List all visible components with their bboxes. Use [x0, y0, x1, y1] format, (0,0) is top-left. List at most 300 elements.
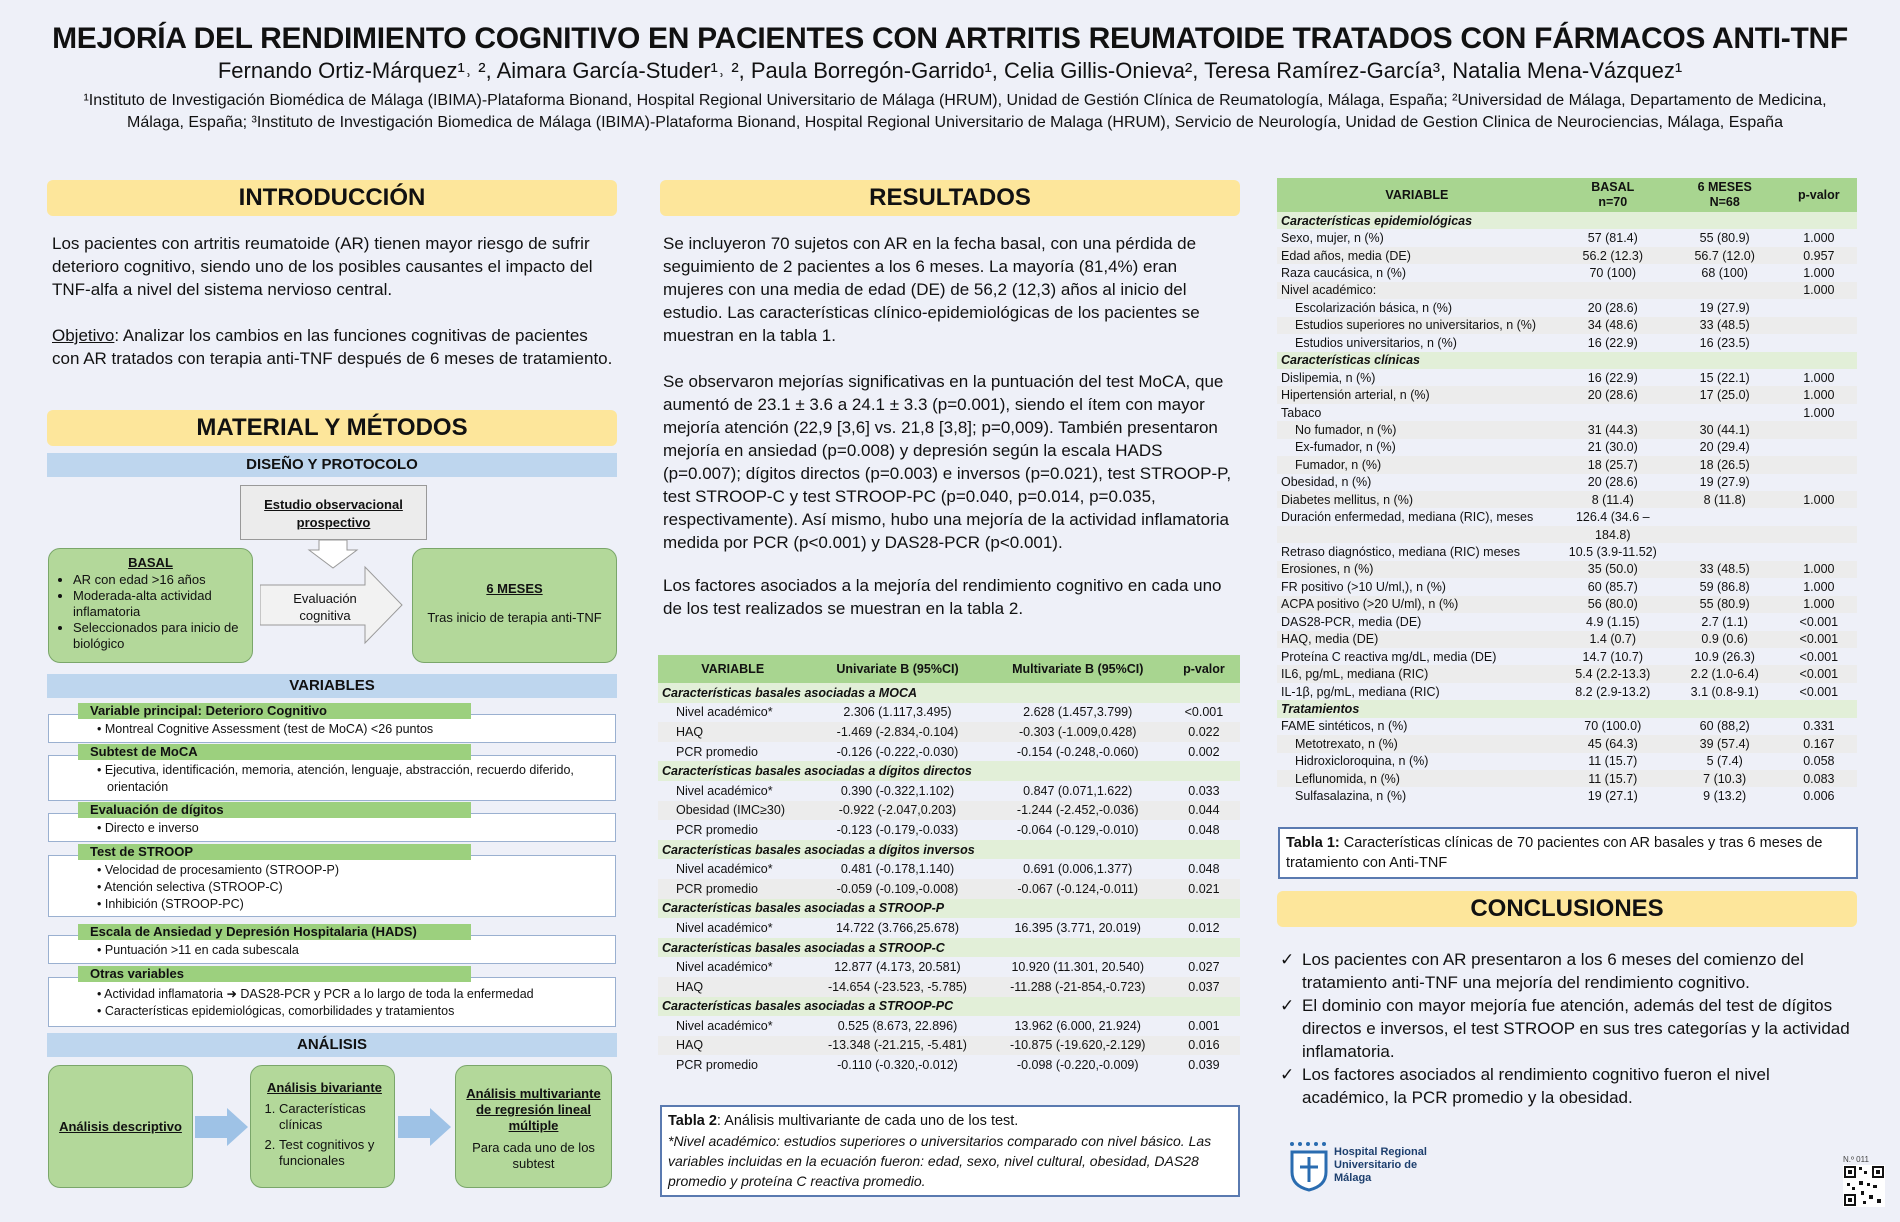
table-cell: 56.2 (12.3)	[1557, 247, 1669, 264]
table-row	[1277, 578, 1857, 595]
table-cell: 14.7 (10.7)	[1582, 649, 1643, 664]
table-header-cell: 6 MESES N=68	[1669, 178, 1781, 212]
conclusions-heading: CONCLUSIONES	[1277, 891, 1857, 927]
table-cell: 0.525 (8.673, 22.896)	[837, 1018, 958, 1033]
table-category-cell: Características basales asociadas a STROOP-PC	[658, 997, 1240, 1017]
table-cell: 60 (85.7)	[1587, 579, 1638, 594]
table-cell	[1781, 543, 1857, 560]
table-row	[1277, 317, 1857, 334]
evaluation-label: Evaluación cognitiva	[293, 591, 357, 623]
table-row	[658, 801, 1240, 821]
table-cell: 18 (26.5)	[1669, 456, 1781, 473]
table-cell: 10.920 (11.301, 20.540)	[1011, 960, 1144, 975]
table-row	[1277, 508, 1857, 525]
basal-box: BASAL • AR con edad >16 años • Moderada-alta actividad inflamatoria • Seleccionados para inicio de biológico	[48, 548, 253, 663]
table-cell: HAQ	[658, 977, 807, 997]
table-cell: Erosiones, n (%)	[1277, 561, 1557, 578]
var-box-other: • Actividad inflamatoria ➜ DAS28-PCR y PCR a lo largo de toda la enfermedad • Características epidemiológicas, comorbilidades y tratamientos	[48, 977, 616, 1027]
analysis-arrow-icon-1	[195, 1108, 250, 1146]
table-cell: -13.348 (-21.215, -5.481)	[807, 1036, 987, 1056]
table-cell: Metotrexato, n (%)	[1277, 735, 1557, 752]
table-cell: 126.4 (34.6 –	[1575, 510, 1650, 525]
table-cell	[1781, 526, 1857, 543]
table-cell	[1781, 508, 1857, 525]
table-row	[1277, 683, 1857, 700]
table-cell: 4.9 (1.15)	[1586, 614, 1640, 629]
table-row	[658, 859, 1240, 879]
table-cell	[1557, 404, 1669, 421]
table-row	[658, 742, 1240, 762]
table-row	[658, 1055, 1240, 1075]
table-row	[1277, 718, 1857, 735]
table-cell: -1.244 (-2.452,-0.036)	[988, 801, 1168, 821]
table-row	[1277, 631, 1857, 648]
table-cell: 0.044	[1168, 801, 1240, 821]
table-cell: Dislipemia, n (%)	[1281, 370, 1376, 385]
table-cell: 39 (57.4)	[1669, 735, 1781, 752]
table-category-cell: Características basales asociadas a dígitos inversos	[658, 840, 1240, 860]
table-row	[658, 703, 1240, 723]
table-row	[658, 820, 1240, 840]
table-cell: 0.039	[1188, 1058, 1220, 1073]
results-p3: Los factores asociados a la mejoría del rendimiento cognitivo en cada uno de los test realizados se muestran en la tabla 2.	[663, 576, 1222, 618]
analysis-descriptive: Análisis descriptivo	[48, 1065, 193, 1188]
var-box-stroop: • Velocidad de procesamiento (STROOP-P) • Atención selectiva (STROOP-C) • Inhibición (STROOP-PC)	[48, 855, 616, 917]
table-category-cell: Características clínicas	[1277, 352, 1857, 369]
table-row	[1277, 264, 1857, 281]
design-heading: DISEÑO Y PROTOCOLO	[47, 453, 617, 477]
table-cell: 19 (27.1)	[1587, 789, 1638, 804]
table-cell: 14.722 (3.766,25.678)	[835, 920, 959, 935]
table-row	[658, 938, 1240, 958]
table-cell: 1.000	[1803, 579, 1835, 594]
table-cell: 55 (80.9)	[1699, 231, 1750, 246]
table-cell: Nivel académico:	[1277, 282, 1557, 299]
table-cell: -10.875 (-19.620,-2.129)	[988, 1036, 1168, 1056]
hospital-logo-icon	[1288, 1140, 1330, 1192]
table-header-cell: p-valor	[1781, 178, 1857, 212]
var-box-digits: • Directo e inverso	[48, 813, 616, 842]
var-title-other: Otras variables	[78, 966, 471, 982]
table-cell: 0.048	[1188, 822, 1220, 837]
var-box-moca: • Ejecutiva, identificación, memoria, atención, lenguaje, abstracción, recuerdo diferido, orientación	[48, 755, 616, 801]
table-cell: 0.002	[1188, 744, 1220, 759]
table-cell	[1781, 299, 1857, 316]
table-cell: PCR promedio	[676, 744, 758, 759]
table-row	[1277, 299, 1857, 316]
table-cell: 0.021	[1168, 879, 1240, 899]
var-title-moca: Subtest de MoCA	[78, 744, 471, 760]
table-cell	[1277, 526, 1557, 543]
table-category-cell: Características basales asociadas a MOCA	[658, 683, 1240, 703]
table-cell: Sexo, mujer, n (%)	[1281, 231, 1384, 246]
table-cell: Diabetes mellitus, n (%)	[1277, 491, 1557, 508]
table-cell: -1.469 (-2.834,-0.104)	[807, 722, 987, 742]
table-cell: 70 (100)	[1589, 266, 1637, 281]
table-row	[1277, 561, 1857, 578]
table-row	[1277, 665, 1857, 682]
table-cell: 16 (22.9)	[1587, 370, 1638, 385]
table-cell	[1781, 421, 1857, 438]
table-cell: 11 (15.7)	[1588, 754, 1638, 769]
analysis-heading: ANÁLISIS	[47, 1033, 617, 1057]
table-cell: 11 (15.7)	[1557, 770, 1669, 787]
table-row	[1277, 753, 1857, 770]
table-cell: Retraso diagnóstico, mediana (RIC) meses	[1281, 545, 1520, 560]
table-cell: ACPA positivo (>20 U/ml), n (%)	[1277, 596, 1557, 613]
table-cell: 21 (30.0)	[1587, 440, 1638, 455]
table-category-cell: Características basales asociadas a STROOP-C	[658, 938, 1240, 958]
table-header-cell: VARIABLE	[658, 655, 807, 683]
table-cell: 0.9 (0.6)	[1669, 631, 1781, 648]
table-cell: 20 (28.6)	[1587, 300, 1638, 315]
intro-text: Los pacientes con artritis reumatoide (AR) tienen mayor riesgo de sufrir deterioro cognitivo, siendo uno de los posibles causantes el impacto del TNF-alfa a nivel del sistema nervioso central.	[52, 234, 593, 299]
table-row	[658, 840, 1240, 860]
table-cell: 31 (44.3)	[1557, 421, 1669, 438]
table-cell: 0.037	[1168, 977, 1240, 997]
table-header-cell: Multivariate B (95%CI)	[988, 655, 1168, 683]
table-cell: Estudios superiores no universitarios, n (%)	[1277, 317, 1557, 334]
table-cell: 5.4 (2.2-13.3)	[1557, 665, 1669, 682]
var-title-digits: Evaluación de dígitos	[78, 802, 471, 818]
table-cell: 35 (50.0)	[1557, 561, 1669, 578]
table-cell: -14.654 (-23.523, -5.785)	[807, 977, 987, 997]
table-header-cell: BASAL n=70	[1557, 178, 1669, 212]
table-cell: 1.000	[1781, 561, 1857, 578]
table-1-caption: Tabla 1: Características clínicas de 70 pacientes con AR basales y tras 6 meses de tratamiento con Anti-TNF	[1278, 827, 1858, 879]
table-cell: IL6, pg/mL, mediana (RIC)	[1277, 665, 1557, 682]
var-title-stroop: Test de STROOP	[78, 844, 471, 860]
table-cell: Nivel académico*	[676, 705, 773, 720]
table-1	[1277, 178, 1857, 805]
table-cell: Hidroxicloroquina, n (%)	[1295, 754, 1429, 769]
table-cell: 8.2 (2.9-13.2)	[1575, 684, 1651, 699]
table-cell: 19 (27.9)	[1699, 475, 1750, 490]
table-cell: 0.390 (-0.322,1.102)	[840, 783, 955, 798]
variables-heading: VARIABLES	[47, 674, 617, 698]
table-row	[658, 1016, 1240, 1036]
table-cell: PCR promedio	[676, 1058, 758, 1073]
table-cell: -0.123 (-0.179,-0.033)	[836, 822, 959, 837]
table-cell: Nivel académico*	[676, 862, 773, 877]
table-cell: Duración enfermedad, mediana (RIC), meses	[1281, 510, 1534, 525]
table-cell: Fumador, n (%)	[1277, 456, 1557, 473]
study-type: Estudio observacional prospectivo	[240, 485, 427, 540]
table-category-cell: Características basales asociadas a dígitos directos	[658, 761, 1240, 781]
table-cell: 1.000	[1803, 231, 1835, 246]
table-row	[658, 683, 1240, 703]
poster-number: N.º 011	[1843, 1155, 1869, 1164]
results-p1: Se incluyeron 70 sujetos con AR en la fecha basal, con una pérdida de seguimiento de 2 pacientes a los 6 meses. La mayoría (81,4%) eran mujeres con una media de edad (DE) de 56,2 (12,3) años al inicio del estudio. Las características clínico-epidemiológicas de los pacientes se muestran en la tabla 1.	[663, 234, 1200, 345]
basal-list: • AR con edad >16 años • Moderada-alta actividad inflamatoria • Seleccionados para inicio de biológico	[57, 572, 244, 652]
table-cell: 0.167	[1781, 735, 1857, 752]
table-cell: 60 (88,2)	[1699, 719, 1750, 734]
table-cell: HAQ	[658, 1036, 807, 1056]
table-row	[658, 957, 1240, 977]
table-cell: Escolarización básica, n (%)	[1295, 300, 1453, 315]
table-cell: Edad años, media (DE)	[1277, 247, 1557, 264]
table-cell	[1781, 439, 1857, 456]
table-row	[1277, 526, 1857, 543]
table-cell: -0.067 (-0.124,-0.011)	[988, 879, 1168, 899]
table-cell: 16 (22.9)	[1587, 335, 1638, 350]
table-cell	[1781, 334, 1857, 351]
table-cell	[1669, 526, 1781, 543]
table-cell: 0.481 (-0.178,1.140)	[840, 862, 955, 877]
authors: Fernando Ortiz-Márquez¹˒ ², Aimara García-Studer¹˒ ², Paula Borregón-Garrido¹, Celia Gillis-Onieva², Teresa Ramírez-García³, Natalia Mena-Vázquez¹	[217, 58, 1683, 83]
table-category-cell: Características basales asociadas a STROOP-P	[658, 899, 1240, 919]
table-cell: 0.048	[1188, 862, 1220, 877]
table-cell: PCR promedio	[676, 822, 758, 837]
table-row	[658, 879, 1240, 899]
table-cell: 20 (28.6)	[1587, 475, 1638, 490]
table-row	[1277, 282, 1857, 299]
table-cell: Proteína C reactiva mg/dL, media (DE)	[1281, 649, 1497, 664]
affiliations: ¹Instituto de Investigación Biomédica de Málaga (IBIMA)-Plataforma Bionand, Hospital Regional Universitario de Málaga (HRUM), Unidad de Gestión Clínica de Reumatología, Málaga, España; ²Universidad de Málaga, Departamento de Medicina, Málaga, España; ³Instituto de Investigación Biomedica de Málaga (IBIMA)-Plataforma Bionand, Hospital Regional Universitario de Malaga (HRUM), Servicio de Neurología, Unidad de Gestion Clinica de Neurociencias, Málaga, España	[83, 92, 1827, 131]
table-cell: FAME sintéticos, n (%)	[1281, 719, 1408, 734]
table-cell: 9 (13.2)	[1703, 789, 1747, 804]
table-2-caption: Tabla 2: Análisis multivariante de cada uno de los test. *Nivel académico: estudios superiores o universitarios comparado con nivel básico. Las variables incluidas en la ecuación fueron: edad, sexo, nivel cultural, obesidad, DAS28 promedio y proteína C reactiva promedio.	[660, 1105, 1240, 1197]
table-row	[658, 977, 1240, 997]
table-cell: 0.691 (0.006,1.377)	[1023, 862, 1133, 877]
table-cell: 8 (11.8)	[1669, 491, 1781, 508]
analysis-multivariate: Análisis multivariante de regresión lineal múltiple Para cada uno de los subtest	[455, 1065, 612, 1188]
table-cell: PCR promedio	[658, 879, 807, 899]
table-row	[1277, 491, 1857, 508]
table-row	[1277, 787, 1857, 804]
objective-label: Objetivo	[52, 326, 115, 345]
table-cell: 1.4 (0.7)	[1557, 631, 1669, 648]
analysis-bivariate: Análisis bivariante 1. Características clínicas 2. Test cognitivos y funcionales	[250, 1065, 395, 1188]
table-row	[1277, 613, 1857, 630]
table-cell: <0.001	[1799, 684, 1839, 699]
table-row	[1277, 229, 1857, 246]
var-title-hads: Escala de Ansiedad y Depresión Hospitalaria (HADS)	[78, 924, 471, 940]
table-cell: DAS28-PCR, media (DE)	[1281, 614, 1422, 629]
table-cell: 33 (48.5)	[1669, 561, 1781, 578]
table-cell: Nivel académico*	[676, 783, 773, 798]
table-cell	[1781, 456, 1857, 473]
table-cell: -0.126 (-0.222,-0.030)	[836, 744, 959, 759]
table-cell: 10.9 (26.3)	[1694, 649, 1755, 664]
table-row	[1277, 421, 1857, 438]
table-cell: Obesidad (IMC≥30)	[658, 801, 807, 821]
table-category-cell: Características epidemiológicas	[1277, 212, 1857, 229]
table-cell: 1.000	[1781, 282, 1857, 299]
table-row	[1277, 369, 1857, 386]
poster-title: MEJORÍA DEL RENDIMIENTO COGNITIVO EN PACIENTES CON ARTRITIS REUMATOIDE TRATADOS CON FÁRMACOS ANTI-TNF	[52, 22, 1848, 55]
table-row	[658, 918, 1240, 938]
table-cell: 8 (11.4)	[1557, 491, 1669, 508]
table-cell: Estudios universitarios, n (%)	[1295, 335, 1457, 350]
table-row	[658, 781, 1240, 801]
intro-heading: INTRODUCCIÓN	[47, 180, 617, 216]
table-cell: 45 (64.3)	[1557, 735, 1669, 752]
table-cell: Tabaco	[1281, 405, 1322, 420]
table-cell: -0.059 (-0.109,-0.008)	[807, 879, 987, 899]
table-cell: -11.288 (-21-854,-0.723)	[988, 977, 1168, 997]
table-cell: HAQ	[658, 722, 807, 742]
table-row	[658, 899, 1240, 919]
table-cell: 1.000	[1803, 405, 1835, 420]
table-cell: <0.001	[1781, 631, 1857, 648]
table-cell: HAQ, media (DE)	[1277, 631, 1557, 648]
table-cell: 56 (80.0)	[1557, 596, 1669, 613]
table-category-cell: Tratamientos	[1277, 700, 1857, 717]
table-cell: 0.957	[1781, 247, 1857, 264]
table-cell: 1.000	[1781, 491, 1857, 508]
table-cell: 0.083	[1781, 770, 1857, 787]
table-row	[1277, 700, 1857, 717]
table-cell	[1669, 543, 1781, 560]
var-box-hads: • Puntuación >11 en cada subescala	[48, 935, 616, 964]
table-cell: 17 (25.0)	[1669, 386, 1781, 403]
table-cell: 0.001	[1188, 1018, 1220, 1033]
table-cell: Nivel académico*	[676, 1018, 773, 1033]
table-row	[1277, 770, 1857, 787]
table-cell: 34 (48.6)	[1557, 317, 1669, 334]
objective-text: : Analizar los cambios en las funciones cognitivas de pacientes con AR tratados con terapia anti-TNF después de 6 meses de tratamiento.	[52, 326, 613, 368]
table-cell: 0.012	[1188, 920, 1220, 935]
table-cell	[1669, 508, 1781, 525]
results-heading: RESULTADOS	[660, 180, 1240, 216]
table-cell: 7 (10.3)	[1669, 770, 1781, 787]
table-header-cell: Univariate B (95%CI)	[807, 655, 987, 683]
table-row	[1277, 247, 1857, 264]
table-cell: <0.001	[1184, 705, 1224, 720]
qr-code-icon	[1843, 1165, 1885, 1207]
table-cell: Nivel académico*	[676, 920, 773, 935]
table-row	[1277, 543, 1857, 560]
table-cell: <0.001	[1781, 665, 1857, 682]
table-row	[1277, 439, 1857, 456]
table-row	[1277, 474, 1857, 491]
table-cell: 1.000	[1781, 386, 1857, 403]
table-cell	[1781, 474, 1857, 491]
six-months-box: 6 MESES Tras inicio de terapia anti-TNF	[412, 548, 617, 663]
table-cell: 13.962 (6.000, 21.924)	[1014, 1018, 1141, 1033]
table-cell: Raza caucásica, n (%)	[1281, 266, 1407, 281]
table-cell: -0.098 (-0.220,-0.009)	[1016, 1058, 1139, 1073]
table-cell: 12.877 (4.173, 20.581)	[834, 960, 961, 975]
table-cell: -0.154 (-0.248,-0.060)	[1016, 744, 1139, 759]
conclusions-list	[1280, 948, 1855, 1109]
table-cell: -0.110 (-0.320,-0.012)	[837, 1058, 958, 1073]
table-cell: 30 (44.1)	[1669, 421, 1781, 438]
table-row	[1277, 596, 1857, 613]
table-cell: 3.1 (0.8-9.1)	[1690, 684, 1759, 699]
table-cell: No fumador, n (%)	[1277, 421, 1557, 438]
table-row	[1277, 352, 1857, 369]
table-cell: 0.331	[1803, 719, 1835, 734]
table-cell: 10.5 (3.9-11.52)	[1568, 545, 1657, 560]
table-cell: 2.2 (1.0-6.4)	[1669, 665, 1781, 682]
var-title-main: Variable principal: Deterioro Cognitivo	[78, 703, 471, 719]
table-row	[1277, 735, 1857, 752]
table-cell: 15 (22.1)	[1699, 370, 1750, 385]
table-cell: 59 (86.8)	[1699, 579, 1750, 594]
table-cell: 1.000	[1803, 370, 1835, 385]
table-cell: 2.306 (1.117,3.495)	[843, 705, 952, 720]
table-cell: IL-1β, pg/mL, mediana (RIC)	[1281, 684, 1440, 699]
table-cell: Obesidad, n (%)	[1281, 475, 1372, 490]
table-cell: Ex-fumador, n (%)	[1295, 440, 1396, 455]
table-cell: -0.064 (-0.129,-0.010)	[1016, 822, 1139, 837]
table-cell: 2.628 (1.457,3.799)	[1023, 705, 1133, 720]
table-cell: Hipertensión arterial, n (%)	[1277, 386, 1557, 403]
table-cell: -0.303 (-1.009,0.428)	[988, 722, 1168, 742]
table-cell: 33 (48.5)	[1669, 317, 1781, 334]
table-cell: 0.027	[1188, 960, 1220, 975]
table-cell: 68 (100)	[1701, 266, 1748, 281]
var-box-main: • Montreal Cognitive Assessment (test de MoCA) <26 puntos	[48, 714, 616, 743]
table-cell: 20 (28.6)	[1557, 386, 1669, 403]
table-cell: 19 (27.9)	[1699, 300, 1750, 315]
table-cell: 0.847 (0.071,1.622)	[1023, 783, 1133, 798]
table-row	[1277, 404, 1857, 421]
table-cell: 2.7 (1.1)	[1701, 614, 1748, 629]
table-cell: <0.001	[1799, 614, 1839, 629]
table-cell: 57 (81.4)	[1587, 231, 1638, 246]
table-cell: -0.922 (-2.047,0.203)	[807, 801, 987, 821]
table-cell: Leflunomida, n (%)	[1277, 770, 1557, 787]
table-cell: 70 (100.0)	[1584, 719, 1642, 734]
table-cell: 184.8)	[1557, 526, 1669, 543]
table-row	[658, 722, 1240, 742]
table-cell: 0.022	[1168, 722, 1240, 742]
table-cell: 18 (25.7)	[1557, 456, 1669, 473]
conclusion-item: ✓ El dominio con mayor mejoría fue atención, además del test de dígitos directos e inversos, el test STROOP en sus tres categorías y la actividad inflamatoria.	[1280, 994, 1855, 1063]
table-row	[658, 997, 1240, 1017]
table-cell	[1557, 282, 1669, 299]
objective	[52, 324, 617, 370]
table-cell: 0.016	[1168, 1036, 1240, 1056]
table-cell	[1781, 317, 1857, 334]
analysis-arrow-icon-2	[398, 1108, 453, 1146]
table-cell: 0.006	[1803, 789, 1835, 804]
table-cell	[1669, 404, 1781, 421]
table-cell: Nivel académico*	[676, 960, 773, 975]
table-cell: 56.7 (12.0)	[1669, 247, 1781, 264]
methods-heading: MATERIAL Y MÉTODOS	[47, 410, 617, 446]
table-cell: 55 (80.9)	[1669, 596, 1781, 613]
table-cell: 20 (29.4)	[1699, 440, 1750, 455]
conclusion-item: ✓ Los factores asociados al rendimiento cognitivo fueron el nivel académico, la PCR promedio y la obesidad.	[1280, 1063, 1855, 1109]
table-row	[1277, 386, 1857, 403]
table-row	[1277, 648, 1857, 665]
conclusion-item: ✓ Los pacientes con AR presentaron a los 6 meses del comienzo del tratamiento anti-TNF una mejoría del rendimiento cognitivo.	[1280, 948, 1855, 994]
table-2	[658, 655, 1240, 1075]
table-cell: 1.000	[1803, 266, 1835, 281]
table-cell: 5 (7.4)	[1706, 754, 1743, 769]
hospital-name: Hospital Regional Universitario de Málaga	[1334, 1146, 1427, 1184]
table-cell: 16.395 (3.771, 20.019)	[1014, 920, 1141, 935]
table-cell: <0.001	[1799, 649, 1839, 664]
table-row	[658, 761, 1240, 781]
table-row	[658, 1036, 1240, 1056]
table-cell: Sulfasalazina, n (%)	[1295, 789, 1407, 804]
table-cell	[1669, 282, 1781, 299]
table-row	[1277, 456, 1857, 473]
table-cell: 0.058	[1803, 754, 1835, 769]
table-cell: 0.033	[1188, 783, 1220, 798]
table-header-cell: VARIABLE	[1277, 178, 1557, 212]
results-p2: Se observaron mejorías significativas en la puntuación del test MoCA, que aumentó de 23.1 ± 3.6 a 24.1 ± 3.3 (p=0.001), siendo el ítem con mayor mejoría atención (22,9 [3,6] vs. 21,8 [3,8]; p=0,009). También presentaron mejoría en ansiedad (p=0.008) y depresión según la escala HADS (p=0.007); dígitos directos (p=0.003) e inversos (p=0.021), test STROOP-P, test STROOP-C y test STROOP-PC (p=0.040, p=0.014, p=0.035, respectivamente). Así mismo, hubo una mejoría de la actividad inflamatoria medida por PCR (p<0.001) y DAS28-PCR (p<0.001).	[663, 372, 1232, 552]
table-row	[1277, 334, 1857, 351]
table-row	[1277, 212, 1857, 229]
table-cell: FR positivo (>10 U/ml,), n (%)	[1281, 579, 1446, 594]
table-header-cell: p-valor	[1168, 655, 1240, 683]
